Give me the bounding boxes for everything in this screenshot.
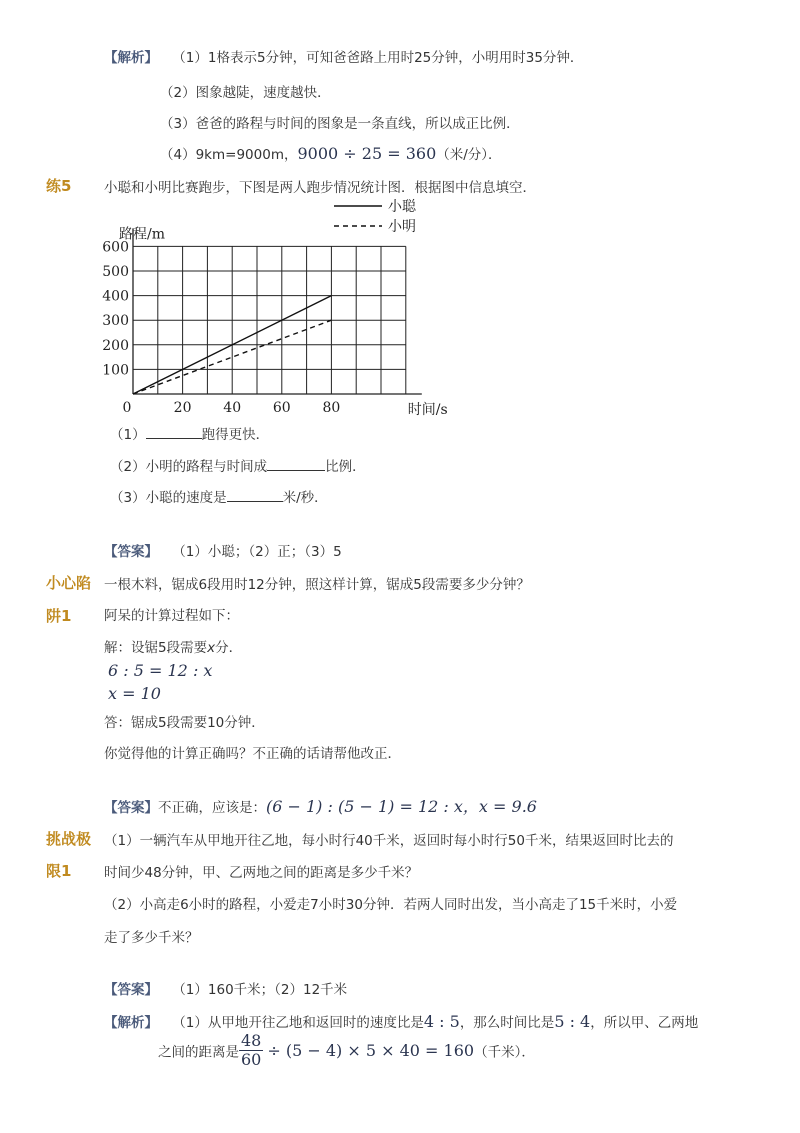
analysis-tag: 【解析】: [104, 50, 158, 66]
analysis-line-3: （3）爸爸的路程与时间的图象是一条直线，所以成正比例．: [160, 116, 520, 132]
analysis-block-1: [104, 46, 583, 66]
line-2-suffix: （千米）．: [474, 1044, 535, 1061]
answer-math: (6 − 1) : (5 − 1) = 12 : x，x = 9.6: [266, 797, 537, 816]
solve-variable: x: [207, 640, 216, 656]
challenge-1-q2-line-1: （2）小高走6小时的路程，小爱走7小时30分钟．若两人同时出发，当小高走了15千米时，小爱: [104, 897, 678, 913]
y-tick-label: 600: [102, 239, 129, 256]
analysis-line-1: （1）1格表示5分钟，可知爸爸路上用时25分钟，小明用时35分钟．: [172, 50, 584, 66]
practice-5-label: 练5: [46, 177, 72, 195]
challenge-1-q1-line-1: （1）一辆汽车从甲地开往乙地，每小时行40千米，返回时每小时行50千米，结果返回时比去的: [104, 833, 674, 849]
x-axis-label: 时间/s: [407, 402, 448, 418]
distance-time-chart: [96, 198, 456, 420]
line-2-math: ÷ (5 − 4) × 5 × 40 = 160: [267, 1041, 475, 1060]
analysis-line-4-math: 9000 ÷ 25 = 360: [297, 144, 437, 163]
trap-1-ask: 你觉得他的计算正确吗？不正确的话请帮他改正．: [104, 746, 401, 762]
challenge-1-label-line-1: 挑战极: [46, 830, 92, 848]
y-axis-label: 路程/m: [119, 226, 165, 243]
analysis-prefix: （1）从甲地开往乙地和返回时的速度比是: [172, 1015, 424, 1031]
y-tick-label: 200: [102, 337, 129, 354]
x-tick-label: 20: [173, 400, 192, 416]
trap-1-reply: 答：锯成5段需要10分钟．: [104, 715, 265, 731]
trap-1-question: 一根木料，锯成6段用时12分钟，照这样计算，锯成5段需要多少分钟？: [104, 577, 530, 593]
practice-5-question: 小聪和小明比赛跑步，下图是两人跑步情况统计图．根据图中信息填空．: [104, 180, 536, 196]
q2-answer-blank[interactable]: [267, 458, 325, 471]
fraction-denominator: 60: [241, 1050, 262, 1069]
challenge-1-q1-line-2: 时间少48分钟，甲、乙两地之间的距离是多少千米？: [104, 865, 419, 881]
challenge-1-q2-line-2: 走了多少千米？: [104, 930, 199, 946]
y-tick-label: 300: [102, 313, 129, 330]
analysis-suffix: ，所以甲、乙两地: [590, 1015, 699, 1031]
answer-text: （1）小聪；（2）正；（3）5: [172, 544, 342, 560]
practice-5-answer: [104, 540, 342, 560]
solve-prefix: 解：设锯5段需要: [104, 640, 208, 656]
challenge-1-label-line-2: 限1: [46, 862, 72, 880]
analysis-mid: ，那么时间比是: [459, 1015, 555, 1031]
legend-label: 小明: [388, 219, 416, 235]
answer-text: 不正确，应该是：: [158, 800, 266, 816]
chart-labels: [102, 226, 447, 418]
analysis-line-4-prefix: （4）9km=9000m，: [160, 147, 298, 163]
trap-1-answer: [104, 794, 537, 817]
line-2-prefix: 之间的距离是: [158, 1044, 239, 1061]
practice-5-q1: [110, 423, 269, 443]
y-tick-label: 400: [102, 288, 129, 305]
y-tick-label: 100: [102, 362, 129, 379]
trap-1-equation-2: x = 10: [108, 684, 161, 703]
x-tick-label: 60: [272, 400, 291, 416]
practice-5-q2: [110, 455, 366, 475]
time-ratio: 5 : 4: [554, 1012, 591, 1031]
x-tick-label: 40: [223, 400, 242, 416]
q3-suffix: 米/秒．: [282, 490, 328, 506]
chart-grid: [133, 246, 406, 394]
answer-tag: 【答案】: [104, 544, 158, 560]
answer-tag: 【答案】: [104, 982, 158, 998]
q1-answer-blank[interactable]: [146, 426, 202, 439]
trap-1-intro: 阿呆的计算过程如下：: [104, 608, 239, 624]
origin-label: 0: [122, 400, 132, 416]
challenge-1-answer: [104, 978, 347, 998]
answer-text: （1）160千米；（2）12千米: [172, 982, 348, 998]
q2-suffix: 比例．: [325, 459, 366, 475]
legend-label: 小聪: [388, 199, 416, 215]
trap-1-label-line-1: 小心陷: [46, 574, 92, 592]
trap-1-equation-1: 6 : 5 = 12 : x: [108, 661, 213, 680]
q2-prefix: （2）小明的路程与时间成: [110, 459, 268, 475]
answer-tag: 【答案】: [104, 800, 158, 816]
q1-suffix: 跑得更快．: [201, 427, 270, 443]
y-tick-label: 500: [102, 264, 129, 280]
analysis-line-2: （2）图象越陡，速度越快．: [160, 85, 331, 101]
analysis-tag: 【解析】: [104, 1015, 158, 1031]
analysis-line-4-suffix: （米/分）．: [436, 147, 502, 163]
chart-legend: [334, 199, 417, 235]
x-tick-label: 80: [322, 400, 341, 416]
trap-1-label-line-2: 阱1: [46, 607, 72, 625]
q3-prefix: （3）小聪的速度是: [110, 490, 227, 506]
speed-ratio: 4 : 5: [423, 1012, 460, 1031]
solve-suffix: 分．: [215, 640, 243, 656]
challenge-1-analysis-line-2: [158, 1032, 535, 1069]
fraction-numerator: 48: [241, 1031, 262, 1050]
analysis-line-4: [160, 143, 502, 163]
trap-1-solve: [104, 636, 242, 656]
challenge-1-analysis-line-1: [104, 1011, 698, 1031]
q1-prefix: （1）: [110, 427, 146, 443]
practice-5-q3: [110, 486, 328, 506]
fraction-48-60: [239, 1032, 263, 1069]
q3-answer-blank[interactable]: [227, 489, 283, 502]
